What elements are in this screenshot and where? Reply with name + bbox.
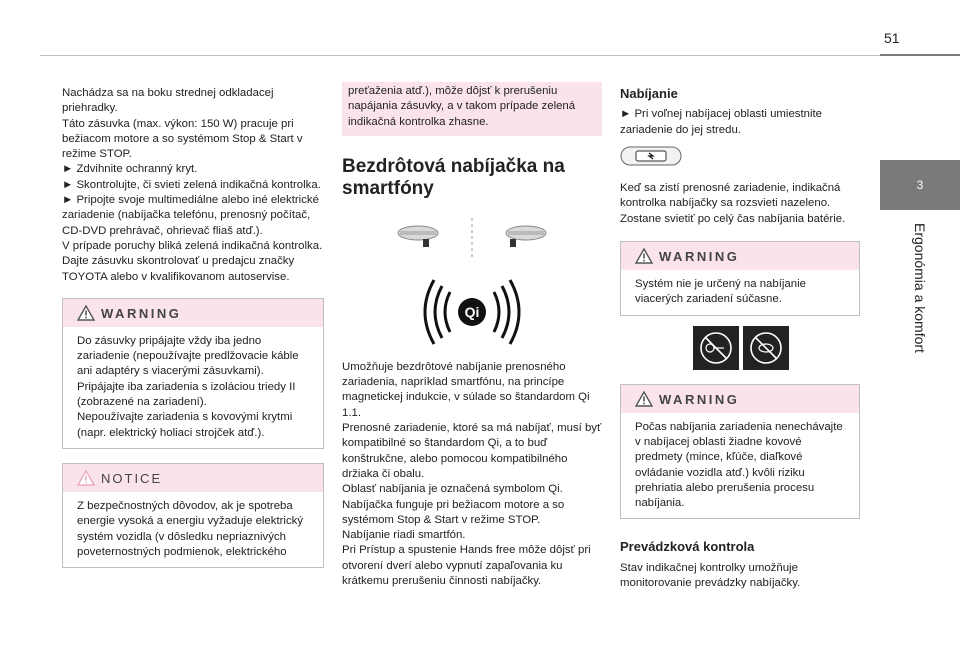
no-metal-objects-icon bbox=[620, 326, 860, 370]
notice-box bbox=[62, 463, 324, 568]
chapter-title bbox=[875, 223, 960, 423]
charging-text: Keď sa zistí prenosné zariadenie, indikačná kontrolka nabíjačky sa rozsvieti nazeleno. Zostane svietiť po celý čas nabíjania batérie. bbox=[620, 182, 846, 225]
warning-header bbox=[621, 385, 859, 413]
warning-box-sockets bbox=[62, 298, 324, 449]
warning-title: WARNING bbox=[659, 391, 740, 407]
warning-box-metal-objects bbox=[620, 384, 860, 520]
column-2 bbox=[342, 86, 602, 589]
notice-text: Z bezpečnostných dôvodov, ak je spotreba energie vysoká a energiu vyžaduje elektrický systém vozidla (v dôsledku nepriaznivých poveternostných podmienok, elektrického bbox=[77, 499, 304, 558]
warning-box-multiple bbox=[620, 241, 860, 316]
section-heading-wireless: Bezdrôtová nabíjačka na smartfóny bbox=[342, 155, 565, 199]
warning-text: Systém nie je určený na nabíjanie viacerých zariadení súčasne. bbox=[635, 278, 806, 306]
warning-header bbox=[621, 242, 859, 270]
column-3 bbox=[620, 86, 860, 591]
notice-title: NOTICE bbox=[101, 470, 163, 486]
svg-text:Qi: Qi bbox=[464, 303, 480, 320]
warning-title: WARNING bbox=[101, 305, 182, 321]
warning-box-continued: preťaženia atď.), môže dôjsť k prerušeniu napájania zásuvky, a v takom prípade zelená indikačná kontrolka zhasne. bbox=[342, 82, 602, 136]
no-keys-icon bbox=[693, 326, 739, 370]
charging-indicator-icon bbox=[620, 146, 682, 166]
qi-wireless-symbol-icon bbox=[342, 278, 602, 346]
warning-title: WARNING bbox=[659, 249, 740, 265]
chapter-tab[interactable]: 3 bbox=[880, 160, 960, 210]
qi-symbol-illustration bbox=[342, 278, 602, 346]
warning-triangle-icon bbox=[635, 248, 653, 264]
prohibited-objects-illustration bbox=[620, 326, 860, 370]
warning-triangle-icon bbox=[635, 391, 653, 407]
notice-triangle-icon bbox=[77, 470, 95, 486]
header-rule-accent bbox=[880, 54, 960, 56]
page-number: 51 bbox=[884, 30, 900, 46]
notice-header bbox=[63, 464, 323, 492]
warning-text: Do zásuvky pripájajte vždy iba jedno zariadenie (nepoužívajte predlžovacie káble ani adaptéry s viacerými zásuvkami). Pripájajte iba zariadenia s izoláciou triedy II (zobrazené na zariadení). Nepoužívajte zariadenia s kovovými krytmi (napr. elektrický holiaci strojček atď.). bbox=[77, 334, 299, 439]
steering-wheel-icon bbox=[342, 218, 602, 268]
warning-text: Počas nabíjania zariadenia nenechávajte v nabíjacej oblasti žiadne kovové predmety (mince, kľúče, diaľkové ovládanie vozidla atď.) kvôli riziku prehriatia alebo prerušenia procesu nabíjania. bbox=[635, 420, 843, 510]
socket-intro: Nachádza sa na boku strednej odkladacej priehradky. Táto zásuvka (max. výkon: 150 W) pracuje pri bežiacom motore a so systémom Stop & Start v režime STOP. ► Zdvihnite ochranný kryt. ► Skontrolujte, či svieti zelená indikačná kontrolka. ► Pripojte svoje multimediálne alebo iné elektrické zariadenie (nabíjačka telefónu, prenosný počítač, CD-DVD prehrávač, ohrievač fliaš atď.). V prípade poruchy bliká zelená indikačná kontrolka. Dajte zásuvku skontrolovať u predajcu značky TOYOTA alebo v kvalifikovanom autoservise. bbox=[62, 87, 323, 283]
warning-triangle-icon bbox=[77, 305, 95, 321]
operation-text: Stav indikačnej kontrolky umožňuje monitorovanie prevádzky nabíjačky. bbox=[620, 561, 801, 590]
warning-header bbox=[63, 299, 323, 327]
wireless-description: Umožňuje bezdrôtové nabíjanie prenosného zariadenia, napríklad smartfónu, na princípe magnetickej indukcie, v súlade so štandardom Qi 1.1. Prenosné zariadenie, ktoré sa má nabíjať, musí byť kompatibilné so štandardom Qi, a to buď konštrukčne, alebo pomocou kompatibilného držiaka či obalu. Oblasť nabíjania je označená symbolom Qi. Nabíjačka funguje pri bežiacom motore a so systémom Stop & Start v režime STOP. Nabíjanie riadi smartfón. Pri Prístup a spustenie Hands free môže dôjsť pri otvorení dverí alebo vypnutí zapaľovania ku krátkemu prerušeniu činnosti nabíjačky. bbox=[342, 360, 602, 588]
heading-charging: Nabíjanie bbox=[620, 86, 678, 101]
heading-operation-check: Prevádzková kontrola bbox=[620, 539, 755, 555]
charging-step: ► Pri voľnej nabíjacej oblasti umiestnite zariadenie do jej stredu. bbox=[620, 108, 823, 136]
no-coins-icon bbox=[743, 326, 789, 370]
steering-wheel-illustration bbox=[342, 218, 602, 268]
chapter-title-text: Ergonómia a komfort bbox=[912, 223, 928, 353]
header-rule bbox=[40, 55, 880, 56]
column-1 bbox=[62, 86, 324, 568]
charging-indicator bbox=[620, 146, 860, 171]
